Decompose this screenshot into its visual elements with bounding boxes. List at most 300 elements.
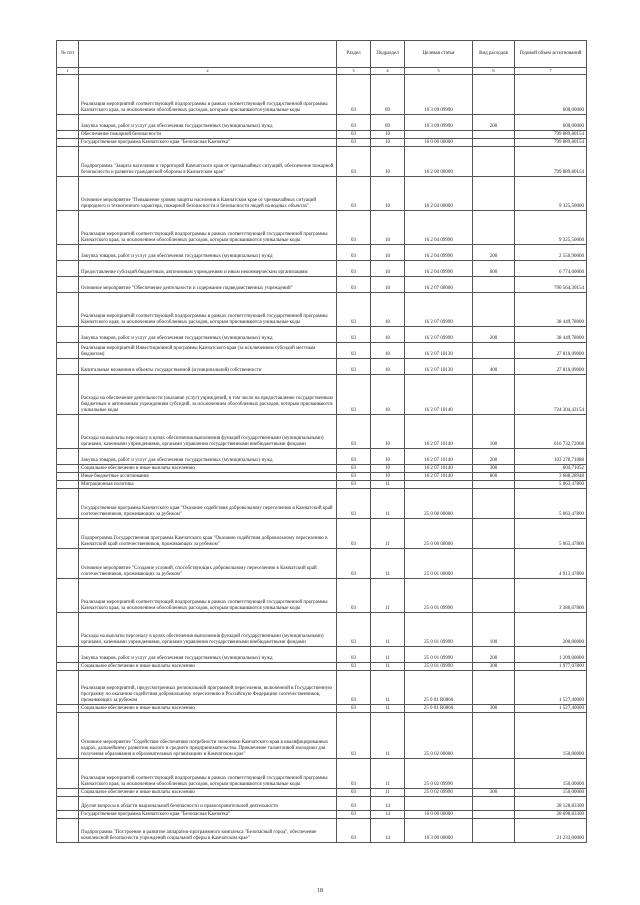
row-exptype-cell — [473, 211, 515, 245]
row-name-cell: Реализация мероприятий соответствующей подпрограммы в рамках соответствующей государственной программы Камчатского края, за исключением обособленных расходов, которым присваиваются уникальные коды — [79, 211, 337, 245]
row-num-cell — [57, 359, 79, 375]
row-target-cell: 25 0 00 00000 — [405, 519, 473, 549]
row-target-cell: 25 0 01 09990 — [405, 663, 473, 671]
row-name-cell: Основное мероприятие "Обеспечение деятельности и содержание подведомственных учреждений" — [79, 277, 337, 293]
row-razdel-cell: 03 — [337, 519, 371, 549]
row-amount-cell: 21 233,00000 — [515, 819, 587, 843]
row-razdel-cell: 03 — [337, 819, 371, 843]
row-razdel-cell: 03 — [337, 415, 371, 449]
row-exptype-cell: 200 — [473, 449, 515, 465]
row-podrazdel-cell: 10 — [371, 261, 405, 277]
row-podrazdel-cell: 11 — [371, 481, 405, 489]
row-podrazdel-cell: 10 — [371, 147, 405, 177]
row-exptype-cell — [473, 481, 515, 489]
row-razdel-cell: 03 — [337, 293, 371, 327]
row-exptype-cell — [473, 489, 515, 519]
row-target-cell: 16 2 04 09990 — [405, 211, 473, 245]
row-exptype-cell — [473, 759, 515, 789]
column-index: 6 — [473, 68, 515, 75]
row-exptype-cell: 300 — [473, 789, 515, 797]
row-target-cell: 16 2 07 09990 — [405, 293, 473, 327]
row-target-cell: 16 0 00 00000 — [405, 139, 473, 147]
row-name-cell: Основное мероприятие "Создание условий, способствующих добровольному переселению в Камчатский край соотечественников, проживающих за рубежом" — [79, 549, 337, 579]
row-razdel-cell: 03 — [337, 343, 371, 359]
row-target-cell: 16 2 07 10140 — [405, 465, 473, 473]
row-amount-cell: 1 977,07800 — [515, 663, 587, 671]
row-amount-cell: 600,00000 — [515, 115, 587, 131]
row-exptype-cell — [473, 811, 515, 819]
row-num-cell — [57, 147, 79, 177]
row-num-cell — [57, 647, 79, 663]
row-exptype-cell — [473, 177, 515, 211]
table-row — [57, 705, 587, 713]
row-amount-cell: 1 527,40000 — [515, 705, 587, 713]
table-row — [57, 245, 587, 261]
row-amount-cell: 6 774,60000 — [515, 261, 587, 277]
row-amount-cell: 5 063,47800 — [515, 489, 587, 519]
column-index: 5 — [405, 68, 473, 75]
row-target-cell: 16 2 07 10130 — [405, 343, 473, 359]
row-razdel-cell: 03 — [337, 473, 371, 481]
row-amount-cell: 799 889,80154 — [515, 139, 587, 147]
table-row — [57, 327, 587, 343]
row-exptype-cell — [473, 549, 515, 579]
row-name-cell: Государственная программа Камчатского края "Оказание содействия добровольному переселению в Камчатский край соотечественников, проживающих за рубежом" — [79, 489, 337, 519]
row-amount-cell: 9 325,50000 — [515, 177, 587, 211]
row-num-cell — [57, 549, 79, 579]
row-target-cell: 25 0 02 00000 — [405, 713, 473, 759]
header-amount: Годовой объем ассигнований — [515, 41, 587, 68]
table-row — [57, 489, 587, 519]
row-razdel-cell: 03 — [337, 811, 371, 819]
row-num-cell — [57, 211, 79, 245]
row-num-cell — [57, 75, 79, 115]
row-num-cell — [57, 415, 79, 449]
row-num-cell — [57, 115, 79, 131]
row-target-cell — [405, 131, 473, 139]
table-row — [57, 211, 587, 245]
row-target-cell: 25 0 02 09990 — [405, 789, 473, 797]
row-podrazdel-cell: 10 — [371, 415, 405, 449]
row-target-cell: 16 2 04 09990 — [405, 261, 473, 277]
row-target-cell: 16 2 07 00000 — [405, 277, 473, 293]
table-row — [57, 671, 587, 705]
row-name-cell: Миграционная политика — [79, 481, 337, 489]
row-target-cell: 16 2 07 10130 — [405, 359, 473, 375]
row-razdel-cell: 03 — [337, 647, 371, 663]
row-podrazdel-cell: 10 — [371, 465, 405, 473]
row-razdel-cell: 03 — [337, 115, 371, 131]
row-razdel-cell: 03 — [337, 613, 371, 647]
row-name-cell: Подпрограмма "Построение и развитие аппаратно-программного комплекса "Безопасный город", обеспечение комплексной безопасности учреждений социальной сферы в Камчатском крае" — [79, 819, 337, 843]
row-razdel-cell: 03 — [337, 75, 371, 115]
row-amount-cell: 799 889,80154 — [515, 147, 587, 177]
row-name-cell: Социальное обеспечение и иные выплаты населению — [79, 705, 337, 713]
page-number: 18 — [317, 888, 323, 894]
row-target-cell: 25 0 01 09990 — [405, 647, 473, 663]
row-amount-cell: 103 278,71088 — [515, 449, 587, 465]
row-amount-cell: 27 810,09000 — [515, 343, 587, 359]
column-index: 4 — [371, 68, 405, 75]
row-name-cell: Капитальные вложения в объекты государственной (муниципальной) собственности — [79, 359, 337, 375]
row-name-cell: Закупка товаров, работ и услуг для обеспечения государственных (муниципальных) нужд — [79, 449, 337, 465]
row-num-cell — [57, 449, 79, 465]
row-amount-cell: 150,00000 — [515, 789, 587, 797]
row-amount-cell: 790 564,30154 — [515, 277, 587, 293]
column-index: 1 — [57, 68, 79, 75]
row-exptype-cell — [473, 819, 515, 843]
row-razdel-cell: 03 — [337, 481, 371, 489]
row-razdel-cell: 03 — [337, 465, 371, 473]
budget-table — [56, 40, 587, 843]
row-name-cell: Социальное обеспечение и иные выплаты населению — [79, 789, 337, 797]
row-num-cell — [57, 519, 79, 549]
row-num-cell — [57, 245, 79, 261]
row-num-cell — [57, 481, 79, 489]
row-amount-cell: 200,00000 — [515, 613, 587, 647]
row-name-cell: Реализация мероприятий соответствующей подпрограммы в рамках соответствующей государственной программы Камчатского края, за исключением обособленных расходов, которым присваиваются уникальные коды — [79, 75, 337, 115]
row-razdel-cell: 03 — [337, 139, 371, 147]
row-name-cell: Расходы на обеспечение деятельности (оказание услуг) учреждений, в том числе на предоставление государственным бюджетным и автономным учреждениям субсидий, за исключением обособленных расходов, которым присваиваются уникальные коды — [79, 375, 337, 415]
row-name-cell: Реализация мероприятий соответствующей подпрограммы в рамках соответствующей государственной программы Камчатского края, за исключением обособленных расходов, которым присваиваются уникальные коды — [79, 579, 337, 613]
row-exptype-cell: 200 — [473, 327, 515, 343]
row-exptype-cell: 200 — [473, 115, 515, 131]
row-razdel-cell: 03 — [337, 327, 371, 343]
row-name-cell: Другие вопросы в области национальной безопасности и правоохранительной деятельности — [79, 797, 337, 811]
table-row — [57, 147, 587, 177]
row-razdel-cell: 03 — [337, 713, 371, 759]
row-exptype-cell — [473, 671, 515, 705]
row-exptype-cell — [473, 713, 515, 759]
row-razdel-cell: 03 — [337, 211, 371, 245]
row-razdel-cell: 03 — [337, 759, 371, 789]
table-row — [57, 277, 587, 293]
row-exptype-cell: 800 — [473, 473, 515, 481]
row-num-cell — [57, 473, 79, 481]
table-row — [57, 415, 587, 449]
table-row — [57, 811, 587, 819]
table-row — [57, 663, 587, 671]
row-amount-cell: 38 449,78000 — [515, 327, 587, 343]
row-razdel-cell: 03 — [337, 489, 371, 519]
row-podrazdel-cell: 14 — [371, 797, 405, 811]
row-target-cell: 16 2 04 00000 — [405, 177, 473, 211]
table-row — [57, 819, 587, 843]
row-name-cell: Государственная программа Камчатского края "Безопасная Камчатка" — [79, 811, 337, 819]
row-num-cell — [57, 327, 79, 343]
row-name-cell: Предоставление субсидий бюджетным, автономным учреждениям и иным некоммерческим организациям — [79, 261, 337, 277]
row-exptype-cell — [473, 139, 515, 147]
row-name-cell: Расходы на выплаты персоналу в целях обеспечения выполнения функций государственными (муниципальными) органами, казенными учреждениями, органами управления государственными внебюджетными фондами — [79, 415, 337, 449]
column-index-row — [57, 68, 587, 75]
row-podrazdel-cell: 10 — [371, 139, 405, 147]
row-target-cell: 25 0 00 00000 — [405, 489, 473, 519]
table-row — [57, 131, 587, 139]
row-podrazdel-cell: 11 — [371, 647, 405, 663]
table-row — [57, 465, 587, 473]
row-podrazdel-cell: 09 — [371, 75, 405, 115]
row-podrazdel-cell: 11 — [371, 671, 405, 705]
table-row — [57, 75, 587, 115]
header-razdel: Раздел — [337, 41, 371, 68]
row-exptype-cell: 300 — [473, 705, 515, 713]
row-target-cell: 16 2 07 10140 — [405, 449, 473, 465]
header-row — [57, 41, 587, 68]
row-podrazdel-cell: 10 — [371, 343, 405, 359]
row-num-cell — [57, 613, 79, 647]
row-exptype-cell — [473, 519, 515, 549]
column-index: 2 — [79, 68, 337, 75]
row-amount-cell: 604,71052 — [515, 465, 587, 473]
table-row — [57, 519, 587, 549]
row-exptype-cell — [473, 579, 515, 613]
row-razdel-cell: 03 — [337, 359, 371, 375]
row-razdel-cell: 03 — [337, 147, 371, 177]
row-num-cell — [57, 819, 79, 843]
row-name-cell: Закупка товаров, работ и услуг для обеспечения государственных (муниципальных) нужд — [79, 115, 337, 131]
row-podrazdel-cell: 10 — [371, 375, 405, 415]
table-row — [57, 759, 587, 789]
row-amount-cell: 600,00000 — [515, 75, 587, 115]
row-podrazdel-cell: 11 — [371, 613, 405, 647]
row-num-cell — [57, 277, 79, 293]
row-target-cell: 25 0 02 09990 — [405, 759, 473, 789]
row-exptype-cell: 200 — [473, 647, 515, 663]
row-target-cell: 16 2 00 00000 — [405, 147, 473, 177]
row-target-cell: 25 0 01 09990 — [405, 579, 473, 613]
row-podrazdel-cell: 11 — [371, 713, 405, 759]
row-podrazdel-cell: 14 — [371, 819, 405, 843]
row-podrazdel-cell: 11 — [371, 519, 405, 549]
row-podrazdel-cell: 11 — [371, 789, 405, 797]
row-num-cell — [57, 811, 79, 819]
row-target-cell: 16 3 00 00000 — [405, 819, 473, 843]
row-exptype-cell: 400 — [473, 359, 515, 375]
row-podrazdel-cell: 10 — [371, 359, 405, 375]
row-target-cell: 16 2 07 10140 — [405, 375, 473, 415]
row-podrazdel-cell: 10 — [371, 277, 405, 293]
table-row — [57, 473, 587, 481]
row-num-cell — [57, 261, 79, 277]
row-amount-cell: 616 732,72068 — [515, 415, 587, 449]
row-name-cell: Закупка товаров, работ и услуг для обеспечения государственных (муниципальных) нужд — [79, 327, 337, 343]
row-num-cell — [57, 131, 79, 139]
row-razdel-cell: 03 — [337, 579, 371, 613]
row-target-cell: 16 3 09 09990 — [405, 75, 473, 115]
budget-rows — [57, 75, 587, 843]
row-num-cell — [57, 375, 79, 415]
table-row — [57, 713, 587, 759]
row-num-cell — [57, 177, 79, 211]
table-row — [57, 359, 587, 375]
row-name-cell: Закупка товаров, работ и услуг для обеспечения государственных (муниципальных) нужд — [79, 647, 337, 663]
row-amount-cell: 28 098,83300 — [515, 811, 587, 819]
row-amount-cell: 3 386,07800 — [515, 579, 587, 613]
row-podrazdel-cell: 11 — [371, 663, 405, 671]
row-target-cell: 16 2 07 10140 — [405, 473, 473, 481]
row-podrazdel-cell: 10 — [371, 131, 405, 139]
row-razdel-cell: 03 — [337, 245, 371, 261]
row-exptype-cell — [473, 75, 515, 115]
row-exptype-cell: 200 — [473, 245, 515, 261]
row-target-cell: 16 2 07 09990 — [405, 327, 473, 343]
row-target-cell: 25 0 01 R0860 — [405, 671, 473, 705]
row-amount-cell: 28 128,83300 — [515, 797, 587, 811]
header-podrazdel: Подраздел — [371, 41, 405, 68]
table-row — [57, 789, 587, 797]
row-amount-cell: 1 209,00000 — [515, 647, 587, 663]
row-num-cell — [57, 713, 79, 759]
row-razdel-cell: 03 — [337, 375, 371, 415]
header-name — [79, 41, 337, 68]
row-podrazdel-cell: 10 — [371, 293, 405, 327]
row-razdel-cell: 03 — [337, 277, 371, 293]
row-exptype-cell — [473, 147, 515, 177]
row-num-cell — [57, 579, 79, 613]
row-amount-cell: 3 688,28948 — [515, 473, 587, 481]
row-name-cell: Иные бюджетные ассигнования — [79, 473, 337, 481]
row-razdel-cell: 03 — [337, 671, 371, 705]
row-podrazdel-cell: 11 — [371, 579, 405, 613]
row-razdel-cell: 03 — [337, 789, 371, 797]
row-name-cell: Обеспечение пожарной безопасности — [79, 131, 337, 139]
row-exptype-cell: 300 — [473, 663, 515, 671]
row-razdel-cell: 03 — [337, 261, 371, 277]
row-amount-cell: 799 889,80154 — [515, 131, 587, 139]
row-amount-cell: 1 527,40000 — [515, 671, 587, 705]
row-name-cell: Государственная программа Камчатского края "Безопасная Камчатка" — [79, 139, 337, 147]
row-exptype-cell — [473, 375, 515, 415]
row-num-cell — [57, 759, 79, 789]
row-podrazdel-cell: 10 — [371, 245, 405, 261]
table-row — [57, 549, 587, 579]
row-num-cell — [57, 293, 79, 327]
row-podrazdel-cell: 11 — [371, 549, 405, 579]
row-exptype-cell — [473, 797, 515, 811]
row-exptype-cell — [473, 131, 515, 139]
row-target-cell: 16 2 07 10140 — [405, 415, 473, 449]
table-row — [57, 375, 587, 415]
row-podrazdel-cell: 10 — [371, 449, 405, 465]
row-name-cell: Подпрограмма Государственная программа Камчатского края "Оказание содействия добровольному переселению в Камчатский край соотечественников, проживающих за рубежом" — [79, 519, 337, 549]
row-target-cell: 25 0 01 09990 — [405, 613, 473, 647]
row-amount-cell: 150,00000 — [515, 713, 587, 759]
row-num-cell — [57, 489, 79, 519]
row-target-cell: 25 0 01 R0860 — [405, 705, 473, 713]
row-podrazdel-cell: 10 — [371, 473, 405, 481]
row-razdel-cell: 03 — [337, 131, 371, 139]
row-exptype-cell — [473, 343, 515, 359]
header-target: Целевая статья — [405, 41, 473, 68]
column-index: 3 — [337, 68, 371, 75]
table-row — [57, 115, 587, 131]
row-razdel-cell: 03 — [337, 663, 371, 671]
row-amount-cell: 5 063,47800 — [515, 519, 587, 549]
row-name-cell: Основное мероприятие "Повышение уровня защиты населения в Камчатском крае от чрезвычайных ситуаций природного и техногенного характера, пожарной безопасности и безопасности людей на водных объектах" — [79, 177, 337, 211]
row-num-cell — [57, 789, 79, 797]
table-row — [57, 613, 587, 647]
row-razdel-cell: 03 — [337, 177, 371, 211]
table-row — [57, 579, 587, 613]
row-amount-cell: 150,00000 — [515, 759, 587, 789]
row-exptype-cell — [473, 293, 515, 327]
row-target-cell: 16 3 09 09990 — [405, 115, 473, 131]
row-razdel-cell: 03 — [337, 705, 371, 713]
row-name-cell: Основное мероприятие "Содействие обеспечению потребности экономики Камчатского края в квалифицированных кадрах, дальнейшему развитию малого и среднего предпринимательства. Привлечение талантливой молодежи для получения образования в образовательных организациях в Камчатском крае" — [79, 713, 337, 759]
row-num-cell — [57, 139, 79, 147]
table-row — [57, 481, 587, 489]
table-row — [57, 449, 587, 465]
row-target-cell: 16 0 00 00000 — [405, 811, 473, 819]
row-name-cell: Социальное обеспечение и иные выплаты населению — [79, 465, 337, 473]
table-row — [57, 293, 587, 327]
row-amount-cell: 27 810,09000 — [515, 359, 587, 375]
table-row — [57, 139, 587, 147]
row-num-cell — [57, 705, 79, 713]
row-amount-cell: 4 913,47800 — [515, 549, 587, 579]
row-podrazdel-cell: 10 — [371, 211, 405, 245]
row-name-cell: Социальное обеспечение и иные выплаты населению — [79, 663, 337, 671]
row-razdel-cell: 03 — [337, 449, 371, 465]
row-num-cell — [57, 343, 79, 359]
row-podrazdel-cell: 11 — [371, 759, 405, 789]
row-exptype-cell: 100 — [473, 415, 515, 449]
row-podrazdel-cell: 10 — [371, 177, 405, 211]
table-row — [57, 647, 587, 663]
row-exptype-cell — [473, 277, 515, 293]
row-name-cell: Расходы на выплаты персоналу в целях обеспечения выполнения функций государственными (муниципальными) органами, казенными учреждениями, органами управления государственными внебюджетными фондами — [79, 613, 337, 647]
row-podrazdel-cell: 11 — [371, 489, 405, 519]
table-row — [57, 261, 587, 277]
row-name-cell: Закупка товаров, работ и услуг для обеспечения государственных (муниципальных) нужд — [79, 245, 337, 261]
table-row — [57, 343, 587, 359]
row-target-cell — [405, 797, 473, 811]
row-name-cell: Реализация мероприятий соответствующей подпрограммы в рамках соответствующей государственной программы Камчатского края, за исключением обособленных расходов, которым присваиваются уникальные коды — [79, 759, 337, 789]
row-podrazdel-cell: 14 — [371, 811, 405, 819]
table-row — [57, 797, 587, 811]
header-num: № п/п — [57, 41, 79, 68]
row-podrazdel-cell: 10 — [371, 327, 405, 343]
row-amount-cell: 9 325,50000 — [515, 211, 587, 245]
row-amount-cell: 38 449,78000 — [515, 293, 587, 327]
row-amount-cell: 5 063,47800 — [515, 481, 587, 489]
column-index: 7 — [515, 68, 587, 75]
budget-sheet — [56, 40, 586, 843]
row-razdel-cell: 03 — [337, 549, 371, 579]
row-razdel-cell: 03 — [337, 797, 371, 811]
row-num-cell — [57, 663, 79, 671]
row-name-cell: Реализация мероприятий Инвестиционной программы Камчатского края (за исключением субсидий местным бюджетам) — [79, 343, 337, 359]
row-num-cell — [57, 465, 79, 473]
row-exptype-cell: 100 — [473, 613, 515, 647]
row-target-cell: 25 0 01 00000 — [405, 549, 473, 579]
row-amount-cell: 2 550,90000 — [515, 245, 587, 261]
row-target-cell — [405, 481, 473, 489]
row-exptype-cell: 600 — [473, 261, 515, 277]
row-podrazdel-cell: 11 — [371, 705, 405, 713]
row-num-cell — [57, 671, 79, 705]
row-amount-cell: 724 304,43154 — [515, 375, 587, 415]
row-num-cell — [57, 797, 79, 811]
row-name-cell: Реализация мероприятий соответствующей подпрограммы в рамках соответствующей государственной программы Камчатского края, за исключением обособленных расходов, которым присваиваются уникальные коды — [79, 293, 337, 327]
row-name-cell: Реализация мероприятий, предусмотренных региональной программой переселения, включенной в Государственную программу по оказанию содействия добровольному переселению в Российскую Федерацию соотечественников, проживающих за рубежом — [79, 671, 337, 705]
row-podrazdel-cell: 09 — [371, 115, 405, 131]
row-exptype-cell: 300 — [473, 465, 515, 473]
header-exptype: Вид расходов — [473, 41, 515, 68]
row-name-cell: Подпрограмма "Защита населения и территорий Камчатского края от чрезвычайных ситуаций, обеспечение пожарной безопасности и развитие гражданской обороны в Камчатском крае" — [79, 147, 337, 177]
row-target-cell: 16 2 04 09990 — [405, 245, 473, 261]
table-row — [57, 177, 587, 211]
